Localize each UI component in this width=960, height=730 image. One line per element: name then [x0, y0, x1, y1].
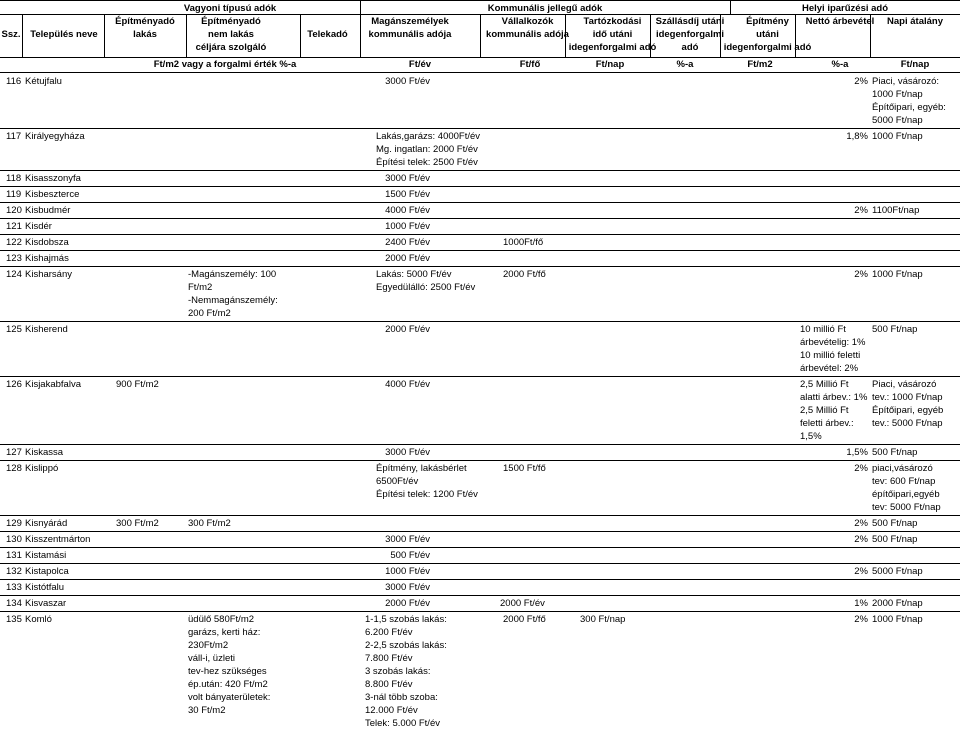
col-net-revenue: Nettó árbevétel: [805, 16, 875, 27]
row-number: 118: [6, 173, 22, 184]
cell-private-comm: 2000 Ft/év: [385, 598, 430, 609]
header-divider: [650, 14, 651, 57]
settlement-name: Kisvaszar: [25, 598, 67, 609]
cell-nonres: 300 Ft/m2: [188, 518, 231, 529]
header-divider: [360, 14, 361, 57]
cell-daily: 500 Ft/nap: [872, 324, 918, 335]
col-private-communal-tax: Magánszemélyek: [371, 16, 449, 27]
row-number: 133: [6, 582, 22, 593]
cell-daily: 1000 Ft/nap: [872, 269, 923, 280]
col-building-tax-nonresidential: céljára szolgáló: [195, 42, 267, 53]
cell-net: 10 millió feletti: [800, 350, 861, 361]
header-divider: [565, 14, 566, 57]
unit-daily-flat: Ft/nap: [900, 59, 930, 70]
col-building-tourism-tax: Építmény: [746, 16, 789, 27]
col-building-tax-dwelling: lakás: [133, 29, 157, 40]
row-number: 121: [6, 221, 22, 232]
row-divider: [0, 234, 960, 235]
col-stay-tourism-tax: idegenforgalmi adó: [568, 42, 657, 53]
cell-private-comm: 3000 Ft/év: [385, 582, 430, 593]
header-divider: [795, 14, 796, 57]
cell-private-comm: Építési telek: 1200 Ft/év: [376, 489, 478, 500]
cell-daily: piaci,vásározó: [872, 463, 933, 474]
cell-net: 2%: [854, 534, 868, 545]
settlement-name: Kistapolca: [25, 566, 69, 577]
settlement-name: Kétujfalu: [25, 76, 62, 87]
row-divider: [0, 444, 960, 445]
row-number: 120: [6, 205, 22, 216]
cell-stay: 300 Ft/nap: [580, 614, 626, 625]
col-lodging-tourism-tax: Szállásdíj utáni: [655, 16, 725, 27]
cell-business-comm: 2000 Ft/fő: [503, 269, 546, 280]
row-number: 119: [6, 189, 22, 200]
row-number: 116: [6, 76, 22, 87]
unit-private-communal: Ft/év: [408, 59, 432, 70]
row-divider: [0, 595, 960, 596]
settlement-name: Kistótfalu: [25, 582, 65, 593]
cell-daily: Építőipari, egyéb:: [872, 102, 946, 113]
cell-plot: 12.000 Ft/év: [365, 705, 418, 716]
header-rule: [0, 57, 960, 58]
row-divider: [0, 186, 960, 187]
settlement-name: Kistamási: [25, 550, 67, 561]
settlement-name: Kisharsány: [25, 269, 72, 280]
settlement-name: Kisjakabfalva: [25, 379, 81, 390]
col-building-tax-nonresidential: nem lakás: [208, 29, 254, 40]
cell-daily: Piaci, vásározó: [872, 379, 937, 390]
row-number: 135: [6, 614, 22, 625]
cell-business-comm: 1000Ft/fő: [503, 237, 544, 248]
row-divider: [0, 611, 960, 612]
unit-business-communal: Ft/fő: [519, 59, 541, 70]
cell-daily: Piaci, vásározó:: [872, 76, 940, 87]
cell-nonres: -Nemmagánszemély:: [188, 295, 278, 306]
col-daily-flat: Napi átalány: [887, 16, 943, 27]
cell-business-comm: 2000 Ft/év: [500, 598, 545, 609]
header-divider: [300, 14, 301, 57]
row-number: 117: [6, 131, 22, 142]
cell-plot: 6.200 Ft/év: [365, 627, 413, 638]
cell-daily: 500 Ft/nap: [872, 534, 918, 545]
cell-daily: 5000 Ft/nap: [872, 566, 923, 577]
header-divider: [22, 14, 23, 57]
header-rule: [0, 0, 960, 1]
cell-nonres: volt bányaterületek:: [188, 692, 271, 703]
cell-nonres: Ft/m2: [188, 282, 213, 293]
col-ssz: Ssz.: [1, 29, 21, 40]
cell-private-comm: 1500 Ft/év: [385, 189, 430, 200]
unit-building-tourism: Ft/m2: [747, 59, 773, 70]
cell-plot: 8.800 Ft/év: [365, 679, 413, 690]
cell-dwelling: 300 Ft/m2: [116, 518, 159, 529]
cell-daily: 500 Ft/nap: [872, 518, 918, 529]
cell-net: 2%: [854, 566, 868, 577]
cell-net: feletti árbev.:: [800, 418, 854, 429]
cell-plot: 1-1,5 szobás lakás:: [365, 614, 447, 625]
row-divider: [0, 376, 960, 377]
cell-private-comm: 4000 Ft/év: [385, 205, 430, 216]
settlement-name: Kisasszonyfa: [25, 173, 81, 184]
cell-business-comm: 2000 Ft/fő: [503, 614, 546, 625]
unit-stay-tax: Ft/nap: [595, 59, 625, 70]
cell-private-comm: 4000 Ft/év: [385, 379, 430, 390]
row-number: 122: [6, 237, 22, 248]
col-building-tax-dwelling: Építményadó: [115, 16, 175, 27]
cell-daily: tev: 600 Ft/nap: [872, 476, 936, 487]
row-divider: [0, 531, 960, 532]
cell-private-comm: 3000 Ft/év: [385, 534, 430, 545]
col-building-tax-nonresidential: Építményadó: [201, 16, 261, 27]
cell-daily: 1000 Ft/nap: [872, 614, 923, 625]
cell-daily: építőipari,egyéb: [872, 489, 940, 500]
cell-daily: 2000 Ft/nap: [872, 598, 923, 609]
row-number: 131: [6, 550, 22, 561]
group-local-business-tax: Helyi iparűzési adó: [801, 3, 889, 14]
row-number: 123: [6, 253, 22, 264]
cell-daily: 1100Ft/nap: [872, 205, 920, 216]
col-business-communal-tax: Vállalkozók: [501, 16, 554, 27]
header-divider: [360, 0, 361, 14]
cell-business-comm: 1500 Ft/fő: [503, 463, 546, 474]
group-communal-taxes: Kommunális jellegű adók: [487, 3, 603, 14]
row-number: 127: [6, 447, 22, 458]
cell-net: 2%: [854, 463, 868, 474]
cell-private-comm: 6500Ft/év: [376, 476, 419, 487]
cell-private-comm: Lakás: 5000 Ft/év: [376, 269, 452, 280]
cell-private-comm: 2400 Ft/év: [385, 237, 430, 248]
cell-plot: 7.800 Ft/év: [365, 653, 413, 664]
row-number: 128: [6, 463, 22, 474]
row-number: 132: [6, 566, 22, 577]
cell-nonres: tev-hez szükséges: [188, 666, 267, 677]
unit-net-revenue: %-a: [831, 59, 849, 70]
cell-nonres: 230Ft/m2: [188, 640, 229, 651]
settlement-name: Kisdobsza: [25, 237, 69, 248]
cell-net: 1%: [854, 598, 868, 609]
cell-net: 1,8%: [846, 131, 868, 142]
cell-private-comm: Építmény, lakásbérlet: [376, 463, 467, 474]
col-lodging-tourism-tax: idegenforgalmi: [655, 29, 725, 40]
row-number: 125: [6, 324, 22, 335]
cell-net: 1,5%: [800, 431, 822, 442]
cell-dwelling: 900 Ft/m2: [116, 379, 159, 390]
settlement-name: Kislippó: [25, 463, 59, 474]
col-stay-tourism-tax: Tartózkodási: [583, 16, 642, 27]
row-divider: [0, 170, 960, 171]
cell-private-comm: Mg. ingatlan: 2000 Ft/év: [376, 144, 478, 155]
col-business-communal-tax: kommunális adója: [486, 29, 569, 40]
cell-daily: tev: 5000 Ft/nap: [872, 502, 941, 513]
cell-nonres: -Magánszemély: 100: [188, 269, 277, 280]
row-divider: [0, 579, 960, 580]
cell-private-comm: Építési telek: 2500 Ft/év: [376, 157, 478, 168]
settlement-name: Kisherend: [25, 324, 68, 335]
cell-net: 1,5%: [846, 447, 868, 458]
group-property-taxes: Vagyoni típusú adók: [183, 3, 277, 14]
cell-private-comm: 3000 Ft/év: [385, 76, 430, 87]
col-private-communal-tax: kommunális adója: [368, 29, 452, 40]
settlement-name: Királyegyháza: [25, 131, 85, 142]
col-building-tourism-tax: idegenforgalmi adó: [723, 42, 812, 53]
cell-daily: 500 Ft/nap: [872, 447, 918, 458]
cell-plot: 3-nál több szoba:: [365, 692, 438, 703]
cell-net: árbevétel: 2%: [800, 363, 859, 374]
settlement-name: Kisdér: [25, 221, 52, 232]
row-divider: [0, 515, 960, 516]
cell-net: 2%: [854, 518, 868, 529]
row-divider: [0, 321, 960, 322]
cell-daily: tev.: 1000 Ft/nap: [872, 392, 943, 403]
cell-daily: tev.: 5000 Ft/nap: [872, 418, 943, 429]
col-stay-tourism-tax: idő utáni: [592, 29, 633, 40]
header-divider: [870, 14, 871, 57]
cell-nonres: 30 Ft/m2: [188, 705, 226, 716]
row-divider: [0, 460, 960, 461]
cell-daily: 1000 Ft/nap: [872, 131, 923, 142]
row-divider: [0, 266, 960, 267]
cell-private-comm: 2000 Ft/év: [385, 253, 430, 264]
cell-private-comm: 1000 Ft/év: [385, 221, 430, 232]
row-divider: [0, 547, 960, 548]
settlement-name: Kishajmás: [25, 253, 69, 264]
cell-net: alatti árbev.: 1%: [800, 392, 868, 403]
cell-net: 2%: [854, 205, 868, 216]
settlement-name: Kisnyárád: [25, 518, 68, 529]
settlement-name: Komló: [25, 614, 52, 625]
cell-private-comm: 3000 Ft/év: [385, 173, 430, 184]
row-divider: [0, 128, 960, 129]
unit-lodging-tax: %-a: [676, 59, 694, 70]
cell-nonres: 200 Ft/m2: [188, 308, 231, 319]
cell-plot: Telek: 5.000 Ft/év: [365, 718, 440, 729]
settlement-name: Kisbeszterce: [25, 189, 80, 200]
cell-net: 2%: [854, 614, 868, 625]
unit-building-tax: Ft/m2 vagy a forgalmi érték %-a: [153, 59, 297, 70]
header-divider: [480, 14, 481, 57]
cell-net: 2,5 Millió Ft: [800, 405, 849, 416]
table-header: [0, 0, 960, 73]
header-divider: [720, 14, 721, 57]
cell-net: árbevételig: 1%: [800, 337, 866, 348]
row-divider: [0, 250, 960, 251]
cell-nonres: üdülő 580Ft/m2: [188, 614, 255, 625]
header-divider: [104, 14, 105, 57]
settlement-name: Kisszentmárton: [25, 534, 91, 545]
cell-net: 2,5 Millió Ft: [800, 379, 849, 390]
cell-private-comm: 500 Ft/év: [390, 550, 430, 561]
cell-net: 10 millió Ft: [800, 324, 846, 335]
cell-daily: 1000 Ft/nap: [872, 89, 923, 100]
col-settlement: Település neve: [30, 29, 98, 40]
cell-private-comm: 3000 Ft/év: [385, 447, 430, 458]
cell-net: 2%: [854, 76, 868, 87]
cell-daily: Építőipari, egyéb: [872, 405, 944, 416]
row-number: 129: [6, 518, 22, 529]
cell-plot: 2-2,5 szobás lakás:: [365, 640, 447, 651]
col-lodging-tourism-tax: adó: [681, 42, 699, 53]
cell-nonres: ép.után: 420 Ft/m2: [188, 679, 268, 690]
cell-nonres: váll-i, üzleti: [188, 653, 235, 664]
cell-private-comm: 2000 Ft/év: [385, 324, 430, 335]
cell-plot: 3 szobás lakás:: [365, 666, 431, 677]
settlement-name: Kisbudmér: [25, 205, 71, 216]
cell-private-comm: Egyedülálló: 2500 Ft/év: [376, 282, 476, 293]
row-divider: [0, 202, 960, 203]
header-divider: [186, 14, 187, 57]
cell-net: 2%: [854, 269, 868, 280]
header-divider: [730, 0, 731, 14]
row-number: 124: [6, 269, 22, 280]
cell-private-comm: 1000 Ft/év: [385, 566, 430, 577]
row-number: 126: [6, 379, 22, 390]
row-divider: [0, 218, 960, 219]
row-number: 130: [6, 534, 22, 545]
cell-nonres: garázs, kerti ház:: [188, 627, 261, 638]
cell-daily: 5000 Ft/nap: [872, 115, 923, 126]
col-building-tourism-tax: utáni: [756, 29, 779, 40]
settlement-name: Kiskassa: [25, 447, 64, 458]
row-number: 134: [6, 598, 22, 609]
row-divider: [0, 563, 960, 564]
cell-private-comm: Lakás,garázs: 4000Ft/év: [376, 131, 481, 142]
col-plot-tax: Telekadó: [307, 29, 348, 40]
